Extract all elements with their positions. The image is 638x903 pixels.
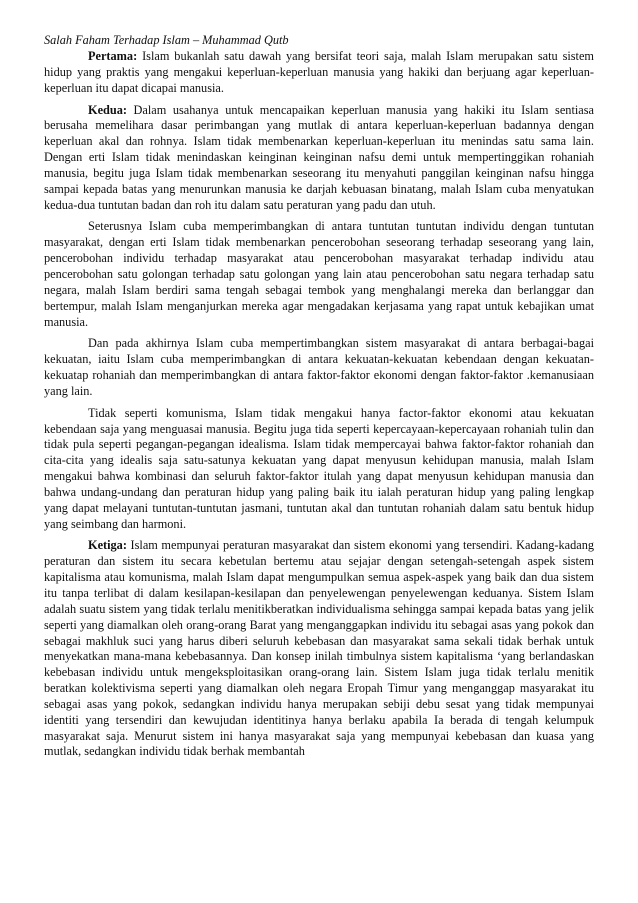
running-header: Salah Faham Terhadap Islam – Muhammad Qutb	[44, 33, 289, 47]
paragraph-text: Dan pada akhirnya Islam cuba mempertimbangkan sistem masyarakat di antara berbagai-bagai kekuatan, iaitu Islam cuba memperimbangkan di antara kekuatan-kekuatan kebendaan dengan kekuatan-kekuatap rohaniah dan memperimbangkan di antara faktor-faktor ekonomi dengan faktor-faktor .kemanusiaan yang lain.	[44, 336, 594, 398]
paragraph-komunisma	[44, 406, 594, 533]
paragraph-akhirnya	[44, 336, 594, 399]
paragraph-text: Tidak seperti komunisma, Islam tidak mengakui hanya factor-faktor ekonomi atau kekuatan kebendaan saja yang menguasai manusia. Begitu juga tida seperti kepercayaan-kepercayaan rohaniah tulin dan tidak pula seperti pegangan-pegangan idealisma. Islam tidak mempercayai bahwa faktor-faktor rohaniah dan cita-cita yang idealis saja satu-satunya kekuatan yang dapat menyusun kehidupan manusia, malah Islam mengakui bahwa kombinasi dan seluruh faktor-faktor itulah yang dapat menyusun kehidupan manusia dan bahwa undang-undang dan peraturan hidup yang paling baik itu ialah peraturan hidup yang paling lengkap yang dapat melayani tuntutan-tuntutan jasmani, tuntutan akal dan tuntutan rohaniah dalam satu bentuk hidup yang seimbang dan harmoni.	[44, 405, 594, 531]
paragraph-seterusnya	[44, 219, 594, 330]
paragraph-lead: Pertama:	[88, 49, 138, 63]
paragraph-text: Islam mempunyai peraturan masyarakat dan sistem ekonomi yang tersendiri. Kadang-kadang peraturan dan sistem itu secara kebetulan bertemu atau sejajar dengan setengah-setengah aspek sistem kapitalisma atau komunisma, malah Islam dapat mengumpulkan semua aspek-aspek yang baik dan dua sistem itu tanpa terlibat di dalam kesilapan-kesilapan dan penyelewengan penyelewengan keduanya. Sistem Islam adalah suatu sistem yang tidak terlalu menitikberatkan individualisma sehingga sampai kepada batas yang jelik seperti yang diamalkan oleh orang-orang Barat yang menganggapkan individu itu sebagai asas yang pokok dan sebagai makhluk suci yang harus diberi seluruh kebebasan dan masyarakat sama sekali tidak berhak untuk menyekatkan mana-mana kebebasannya. Dan konsep inilah timbulnya sistem kapitalisma ‘yang berlandaskan kebebasan individu untuk mengeksploitasikan orang-orang lain. Sistem Islam juga tidak terlalu menitik beratkan kolektivisma seperti yang diamalkan oleh negara Eropah Timur yang menganggap masyarakat itu sebagai asas yang pokok, sedangkan individu hanya merupakan sebiji debu sesat yang tidak mempunyai identiti yang tersendiri dan kewujudan identitinya hanya berlaku apabila Ia berada di tengah kelumpuk masyarakat saja. Menurut sistem ini hanya masyarakat saja yang mempunyai kebebasan dan kuasa yang mutlak, sedangkan individu tidak berhak membantah	[44, 538, 594, 759]
paragraph-text: Dalam usahanya untuk mencapaikan keperluan manusia yang hakiki itu Islam sentiasa berusaha memelihara dasar perimbangan yang mutlak di antara keperluan-keperluan badannya dengan keperluan akal dan rohnya. Islam tidak membenarkan keperluan-keperluan itu menindas satu sama lain. Dengan erti Islam tidak menindaskan keinginan keinginan nafsu demi untuk mempertinggikan rohaniah manusia, begitu juga Islam tidak membenarkan seseorang itu menyahuti panggilan keinginan nafsu hingga sampai kepada batas yang menurunkan manusia ke darjah kebuasan binatang, malah Islam cuba menyatukan kedua-dua tuntutan badan dan roh itu dalam satu peraturan yang padu dan utuh.	[44, 102, 594, 212]
paragraph-text: Seterusnya Islam cuba memperimbangkan di antara tuntutan tuntutan individu dengan tuntutan masyarakat, dengan erti Islam tidak membenarkan pencerobohan seseorang terhadap seseorang yang lain, pencerobohan individu terhadap masyarakat atau pencerobohan masyarakat terhadap individu atau pencerobohan satu golongan terhadap satu golongan yang lain atau pencerobohan satu negara terhadap satu negara, malah Islam berdiri sama tengah sebagai tembok yang menghalangi mereka dan berlanggar dan bertempur, malah Islam menganjurkan mereka agar mengadakan kerjasama yang rapat untuk kebajikan umat manusia.	[44, 219, 594, 329]
paragraph-text: Islam bukanlah satu dawah yang bersifat teori saja, malah Islam merupakan satu sistem hidup yang praktis yang mengakui keperluan-keperluan manusia yang hakiki dan berjuang agar keperluan-keperluan itu dapat dicapai manusia.	[44, 49, 594, 95]
paragraph-lead: Kedua:	[88, 102, 127, 117]
paragraph-kedua	[44, 103, 594, 214]
paragraph-lead: Ketiga:	[88, 538, 127, 553]
paragraph-ketiga	[44, 538, 594, 760]
paragraph-pertama	[44, 49, 594, 97]
